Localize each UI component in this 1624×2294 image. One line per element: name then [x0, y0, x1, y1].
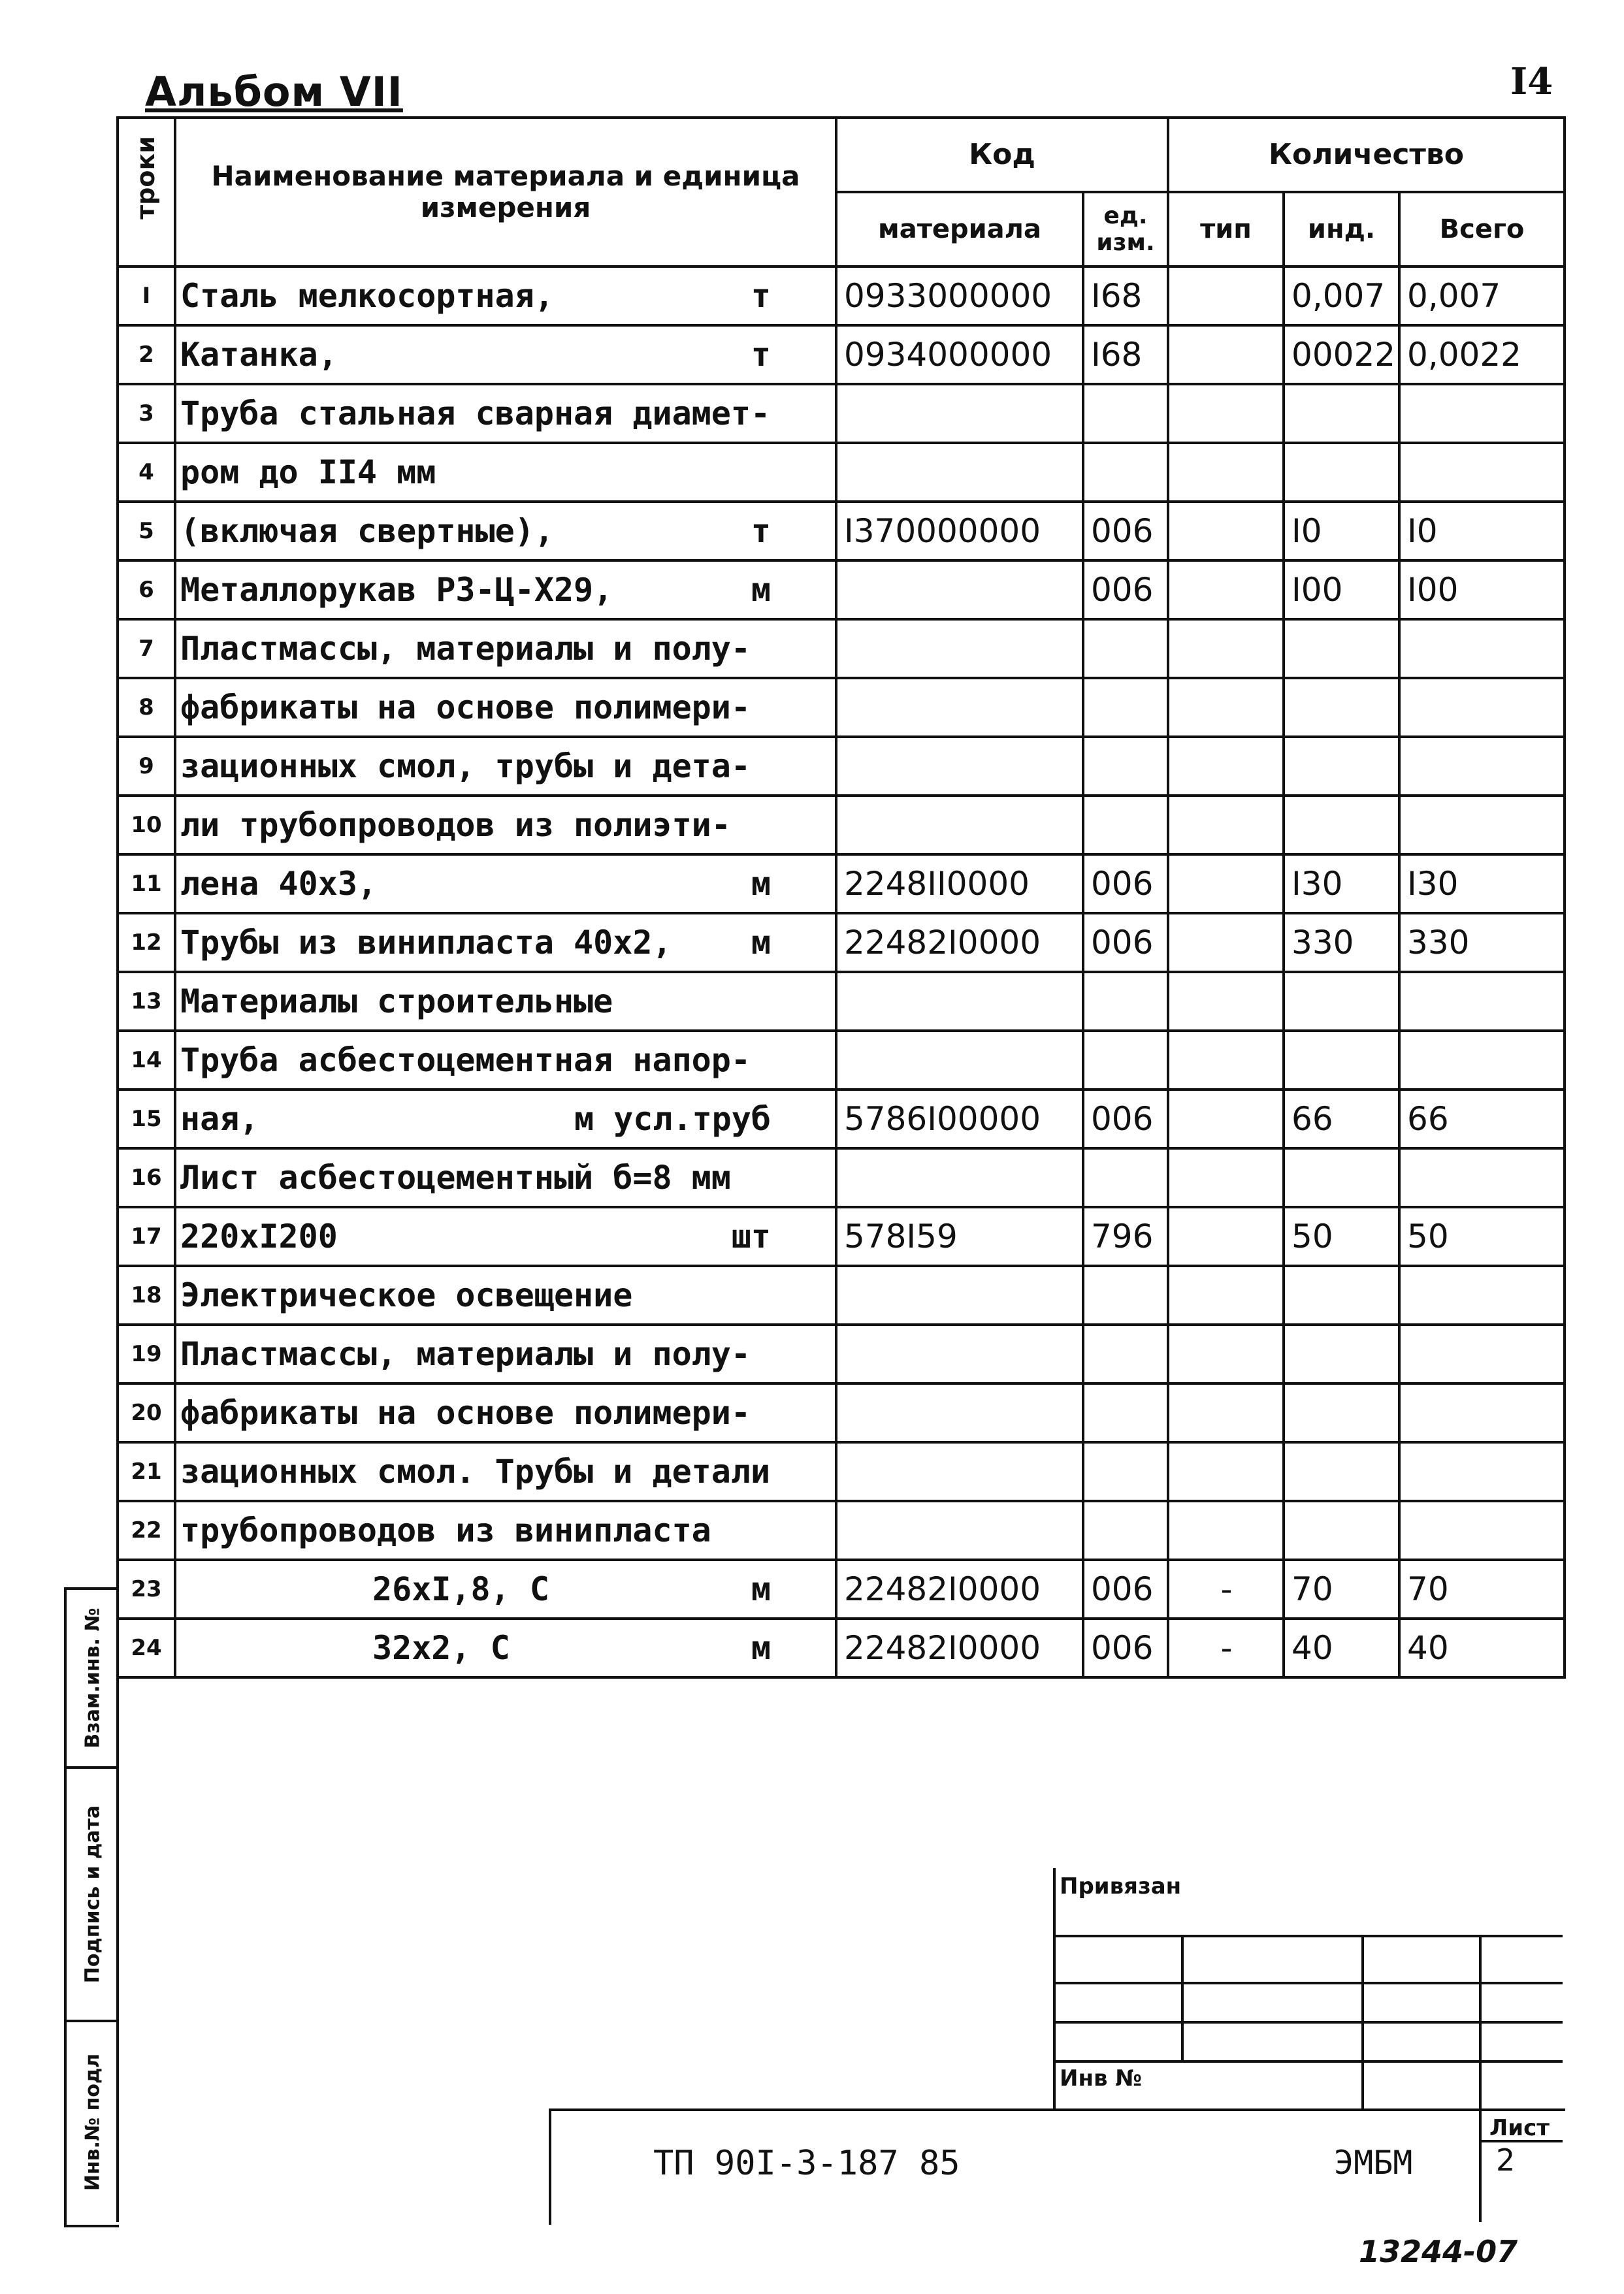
unit-code [1083, 1501, 1168, 1560]
unit-code: 796 [1083, 1207, 1168, 1266]
table-row [118, 1090, 1565, 1148]
qty-ind: I0 [1284, 502, 1399, 560]
qty-ind: 66 [1284, 1090, 1399, 1148]
material-name [175, 502, 836, 560]
col-code-group: Код [836, 118, 1168, 192]
stamp-line [1053, 2021, 1563, 2024]
qty-type: - [1168, 1560, 1284, 1619]
material-name [175, 384, 836, 443]
unit-code: 006 [1083, 1560, 1168, 1619]
qty-type [1168, 1442, 1284, 1501]
table-row [118, 443, 1565, 502]
qty-total [1399, 1031, 1565, 1090]
row-number: 24 [118, 1619, 175, 1677]
col-qty-group: Количество [1168, 118, 1565, 192]
material-unit: м [751, 865, 771, 903]
table-row [118, 796, 1565, 854]
table-row [118, 678, 1565, 737]
qty-type [1168, 1383, 1284, 1442]
unit-code [1083, 384, 1168, 443]
row-number: 15 [118, 1090, 175, 1148]
col-qty-type: тип [1168, 192, 1284, 267]
material-name-text: Материалы строительные [180, 982, 613, 1020]
material-name [175, 1619, 836, 1677]
table-row [118, 1207, 1565, 1266]
row-number: 17 [118, 1207, 175, 1266]
material-name-text: Лист асбестоцементный б=8 мм [180, 1159, 731, 1197]
row-number: 12 [118, 913, 175, 972]
qty-total: I00 [1399, 560, 1565, 619]
row-number: 3 [118, 384, 175, 443]
material-name [175, 1148, 836, 1207]
material-code [836, 1383, 1083, 1442]
unit-code [1083, 796, 1168, 854]
unit-code [1083, 619, 1168, 678]
material-name-text: ром до II4 мм [180, 453, 436, 491]
qty-ind: 70 [1284, 1560, 1399, 1619]
row-number: 6 [118, 560, 175, 619]
material-unit: т [751, 512, 771, 550]
qty-ind [1284, 1031, 1399, 1090]
material-code [836, 1266, 1083, 1325]
unit-code [1083, 678, 1168, 737]
row-number: 4 [118, 443, 175, 502]
side-stamp-strip [64, 1587, 119, 2227]
qty-total [1399, 796, 1565, 854]
material-code: 0933000000 [836, 267, 1083, 325]
material-unit: м [751, 1570, 771, 1608]
material-name [175, 678, 836, 737]
material-code [836, 560, 1083, 619]
qty-total [1399, 443, 1565, 502]
qty-type [1168, 1031, 1284, 1090]
row-number: 22 [118, 1501, 175, 1560]
row-number: 9 [118, 737, 175, 796]
row-number: 10 [118, 796, 175, 854]
row-number: I [118, 267, 175, 325]
qty-total [1399, 678, 1565, 737]
material-unit: м [751, 924, 771, 961]
unit-code [1083, 1031, 1168, 1090]
qty-ind [1284, 1148, 1399, 1207]
qty-total: 0,0022 [1399, 325, 1565, 384]
table-row [118, 619, 1565, 678]
material-name-text: (включая свертные), [180, 512, 554, 550]
qty-total [1399, 1148, 1565, 1207]
qty-type [1168, 678, 1284, 737]
material-code: 578I59 [836, 1207, 1083, 1266]
qty-type [1168, 502, 1284, 560]
unit-code [1083, 1442, 1168, 1501]
row-number: 2 [118, 325, 175, 384]
material-name-text: 220хI200 [180, 1218, 338, 1255]
material-code [836, 796, 1083, 854]
table-row [118, 502, 1565, 560]
col-row-no: троки [118, 118, 175, 267]
side-cell-signature: Подпись и дата [67, 1769, 119, 2022]
qty-ind [1284, 1325, 1399, 1383]
qty-type [1168, 443, 1284, 502]
stamp-line [1053, 1982, 1563, 1984]
table-row [118, 1031, 1565, 1090]
material-name [175, 1266, 836, 1325]
material-code [836, 737, 1083, 796]
material-name-text: Пластмассы, материалы и полу- [180, 1335, 751, 1373]
material-name [175, 1501, 836, 1560]
stamp-line [1053, 2060, 1563, 2063]
row-number: 21 [118, 1442, 175, 1501]
qty-ind [1284, 678, 1399, 737]
col-name: Наименование материала и единица измерения [175, 118, 836, 267]
qty-total [1399, 384, 1565, 443]
unit-code: 006 [1083, 560, 1168, 619]
row-number: 5 [118, 502, 175, 560]
material-name [175, 560, 836, 619]
unit-code [1083, 1266, 1168, 1325]
stamp-inv-label: Инв № [1060, 2065, 1143, 2092]
stamp-bound-label: Привязан [1060, 1873, 1182, 1899]
qty-total: 0,007 [1399, 267, 1565, 325]
document-code: ТП 90I-3-187 85 [653, 2144, 960, 2183]
unit-code: 006 [1083, 854, 1168, 913]
row-number: 13 [118, 972, 175, 1031]
material-code: 5786I00000 [836, 1090, 1083, 1148]
qty-ind [1284, 972, 1399, 1031]
table-row [118, 1148, 1565, 1207]
unit-code [1083, 1325, 1168, 1383]
row-number: 18 [118, 1266, 175, 1325]
qty-type [1168, 1266, 1284, 1325]
material-code: 0934000000 [836, 325, 1083, 384]
material-code [836, 1148, 1083, 1207]
qty-type [1168, 972, 1284, 1031]
qty-ind: I30 [1284, 854, 1399, 913]
material-unit: м [751, 571, 771, 609]
table-row [118, 737, 1565, 796]
material-name-text: ли трубопроводов из полиэти- [180, 806, 731, 844]
qty-type [1168, 1207, 1284, 1266]
material-name [175, 737, 836, 796]
document-org: ЭМБМ [1334, 2144, 1413, 2182]
table-row [118, 384, 1565, 443]
qty-total: 66 [1399, 1090, 1565, 1148]
table-row [118, 1325, 1565, 1383]
side-cell-vzam: Взам.инв. № [67, 1590, 119, 1769]
row-number: 11 [118, 854, 175, 913]
material-unit: т [751, 277, 771, 315]
qty-ind [1284, 1266, 1399, 1325]
table-row [118, 1560, 1565, 1619]
material-unit: т [751, 336, 771, 374]
qty-type [1168, 267, 1284, 325]
material-name-text: 32х2, С [372, 1629, 510, 1667]
stamp-line [1181, 1935, 1184, 2060]
material-name-text: лена 40х3, [180, 865, 378, 903]
material-name-text: фабрикаты на основе полимери- [180, 1394, 751, 1432]
materials-table [116, 116, 1566, 1679]
material-unit: м [751, 1629, 771, 1667]
side-cell-inv: Инв.№ подл [81, 2053, 105, 2191]
table-row [118, 1501, 1565, 1560]
material-name-text: Трубы из винипласта 40х2, [180, 924, 672, 961]
material-name [175, 972, 836, 1031]
stamp-line [1361, 1935, 1364, 2108]
qty-total [1399, 1442, 1565, 1501]
material-code: 2248II0000 [836, 854, 1083, 913]
material-name-text: ная, [180, 1100, 259, 1138]
material-name-text: Электрическое освещение [180, 1276, 633, 1314]
row-number: 7 [118, 619, 175, 678]
material-code [836, 1325, 1083, 1383]
unit-code: 006 [1083, 1090, 1168, 1148]
material-name [175, 325, 836, 384]
material-name [175, 267, 836, 325]
col-qty-total: Всего [1399, 192, 1565, 267]
qty-total: 70 [1399, 1560, 1565, 1619]
qty-ind [1284, 619, 1399, 678]
qty-total [1399, 972, 1565, 1031]
archive-number: 13244-07 [1359, 2234, 1518, 2269]
row-number: 14 [118, 1031, 175, 1090]
qty-total [1399, 1383, 1565, 1442]
row-number: 23 [118, 1560, 175, 1619]
material-name-text: Труба асбестоцементная напор- [180, 1041, 751, 1079]
material-name [175, 1560, 836, 1619]
row-number: 16 [118, 1148, 175, 1207]
material-code [836, 619, 1083, 678]
material-name [175, 913, 836, 972]
table-row [118, 1266, 1565, 1325]
qty-total [1399, 619, 1565, 678]
material-name [175, 443, 836, 502]
qty-type: - [1168, 1619, 1284, 1677]
qty-type [1168, 619, 1284, 678]
material-name-text: зационных смол, трубы и дета- [180, 747, 751, 785]
material-name [175, 619, 836, 678]
qty-total [1399, 1266, 1565, 1325]
qty-ind: 330 [1284, 913, 1399, 972]
col-code-material: материала [836, 192, 1083, 267]
material-name [175, 1442, 836, 1501]
material-name [175, 854, 836, 913]
material-code [836, 1031, 1083, 1090]
qty-type [1168, 796, 1284, 854]
row-number: 8 [118, 678, 175, 737]
unit-code: I68 [1083, 325, 1168, 384]
qty-total: 50 [1399, 1207, 1565, 1266]
qty-type [1168, 737, 1284, 796]
title-block-line [1479, 2108, 1482, 2222]
material-name-text: Сталь мелкосортная, [180, 277, 554, 315]
qty-total: I0 [1399, 502, 1565, 560]
qty-total [1399, 1325, 1565, 1383]
qty-ind: 40 [1284, 1619, 1399, 1677]
material-name-text: трубопроводов из винипласта [180, 1511, 711, 1549]
material-code [836, 1442, 1083, 1501]
qty-ind: 0,007 [1284, 267, 1399, 325]
qty-ind [1284, 1383, 1399, 1442]
unit-code [1083, 443, 1168, 502]
row-number: 20 [118, 1383, 175, 1442]
material-name-text: 26хI,8, С [372, 1570, 549, 1608]
material-name-text: Катанка, [180, 336, 338, 374]
table-row [118, 1442, 1565, 1501]
table-row [118, 267, 1565, 325]
material-code [836, 384, 1083, 443]
material-name [175, 796, 836, 854]
material-name [175, 1090, 836, 1148]
material-name-text: Металлорукав РЗ-Ц-Х29, [180, 571, 613, 609]
material-name-text: фабрикаты на основе полимери- [180, 688, 751, 726]
sheet-number: 2 [1496, 2142, 1516, 2178]
qty-type [1168, 854, 1284, 913]
material-code: I370000000 [836, 502, 1083, 560]
qty-ind [1284, 796, 1399, 854]
material-name-text: зационных смол. Трубы и детали [180, 1453, 771, 1491]
row-number: 19 [118, 1325, 175, 1383]
qty-total [1399, 737, 1565, 796]
material-code: 22482I0000 [836, 1619, 1083, 1677]
qty-ind [1284, 737, 1399, 796]
table-row [118, 972, 1565, 1031]
qty-type [1168, 384, 1284, 443]
material-name-text: Пластмассы, материалы и полу- [180, 630, 751, 668]
unit-code: 006 [1083, 502, 1168, 560]
table-row [118, 913, 1565, 972]
table-row [118, 560, 1565, 619]
material-unit: шт [731, 1218, 771, 1255]
album-title: Альбом VII [145, 68, 403, 116]
qty-ind: 50 [1284, 1207, 1399, 1266]
qty-ind [1284, 384, 1399, 443]
material-code: 22482I0000 [836, 913, 1083, 972]
sheet-label: Лист [1489, 2115, 1550, 2141]
table-row [118, 1383, 1565, 1442]
page-number: I4 [1510, 60, 1553, 103]
table-row [118, 325, 1565, 384]
unit-code: 006 [1083, 913, 1168, 972]
unit-code [1083, 1383, 1168, 1442]
qty-ind [1284, 1442, 1399, 1501]
col-code-unit: ед. изм. [1083, 192, 1168, 267]
material-unit: м усл.труб [574, 1100, 771, 1138]
qty-type [1168, 1501, 1284, 1560]
table-row [118, 1619, 1565, 1677]
unit-code: I68 [1083, 267, 1168, 325]
qty-type [1168, 325, 1284, 384]
material-name [175, 1207, 836, 1266]
qty-total: 40 [1399, 1619, 1565, 1677]
unit-code [1083, 737, 1168, 796]
col-qty-ind: инд. [1284, 192, 1399, 267]
qty-ind [1284, 443, 1399, 502]
material-name-text: Труба стальная сварная диамет- [180, 395, 771, 432]
qty-type [1168, 560, 1284, 619]
material-name [175, 1325, 836, 1383]
qty-ind [1284, 1501, 1399, 1560]
material-code: 22482I0000 [836, 1560, 1083, 1619]
stamp-line [1479, 1935, 1482, 2108]
material-code [836, 972, 1083, 1031]
stamp-line [1053, 1935, 1563, 1937]
qty-total: I30 [1399, 854, 1565, 913]
unit-code [1083, 972, 1168, 1031]
qty-ind: 00022 [1284, 325, 1399, 384]
qty-total [1399, 1501, 1565, 1560]
qty-ind: I00 [1284, 560, 1399, 619]
table-row [118, 854, 1565, 913]
material-code [836, 678, 1083, 737]
material-code [836, 443, 1083, 502]
material-code [836, 1501, 1083, 1560]
material-name [175, 1031, 836, 1090]
unit-code: 006 [1083, 1619, 1168, 1677]
qty-type [1168, 1090, 1284, 1148]
qty-total: 330 [1399, 913, 1565, 972]
unit-code [1083, 1148, 1168, 1207]
material-name [175, 1383, 836, 1442]
qty-type [1168, 1325, 1284, 1383]
qty-type [1168, 913, 1284, 972]
qty-type [1168, 1148, 1284, 1207]
